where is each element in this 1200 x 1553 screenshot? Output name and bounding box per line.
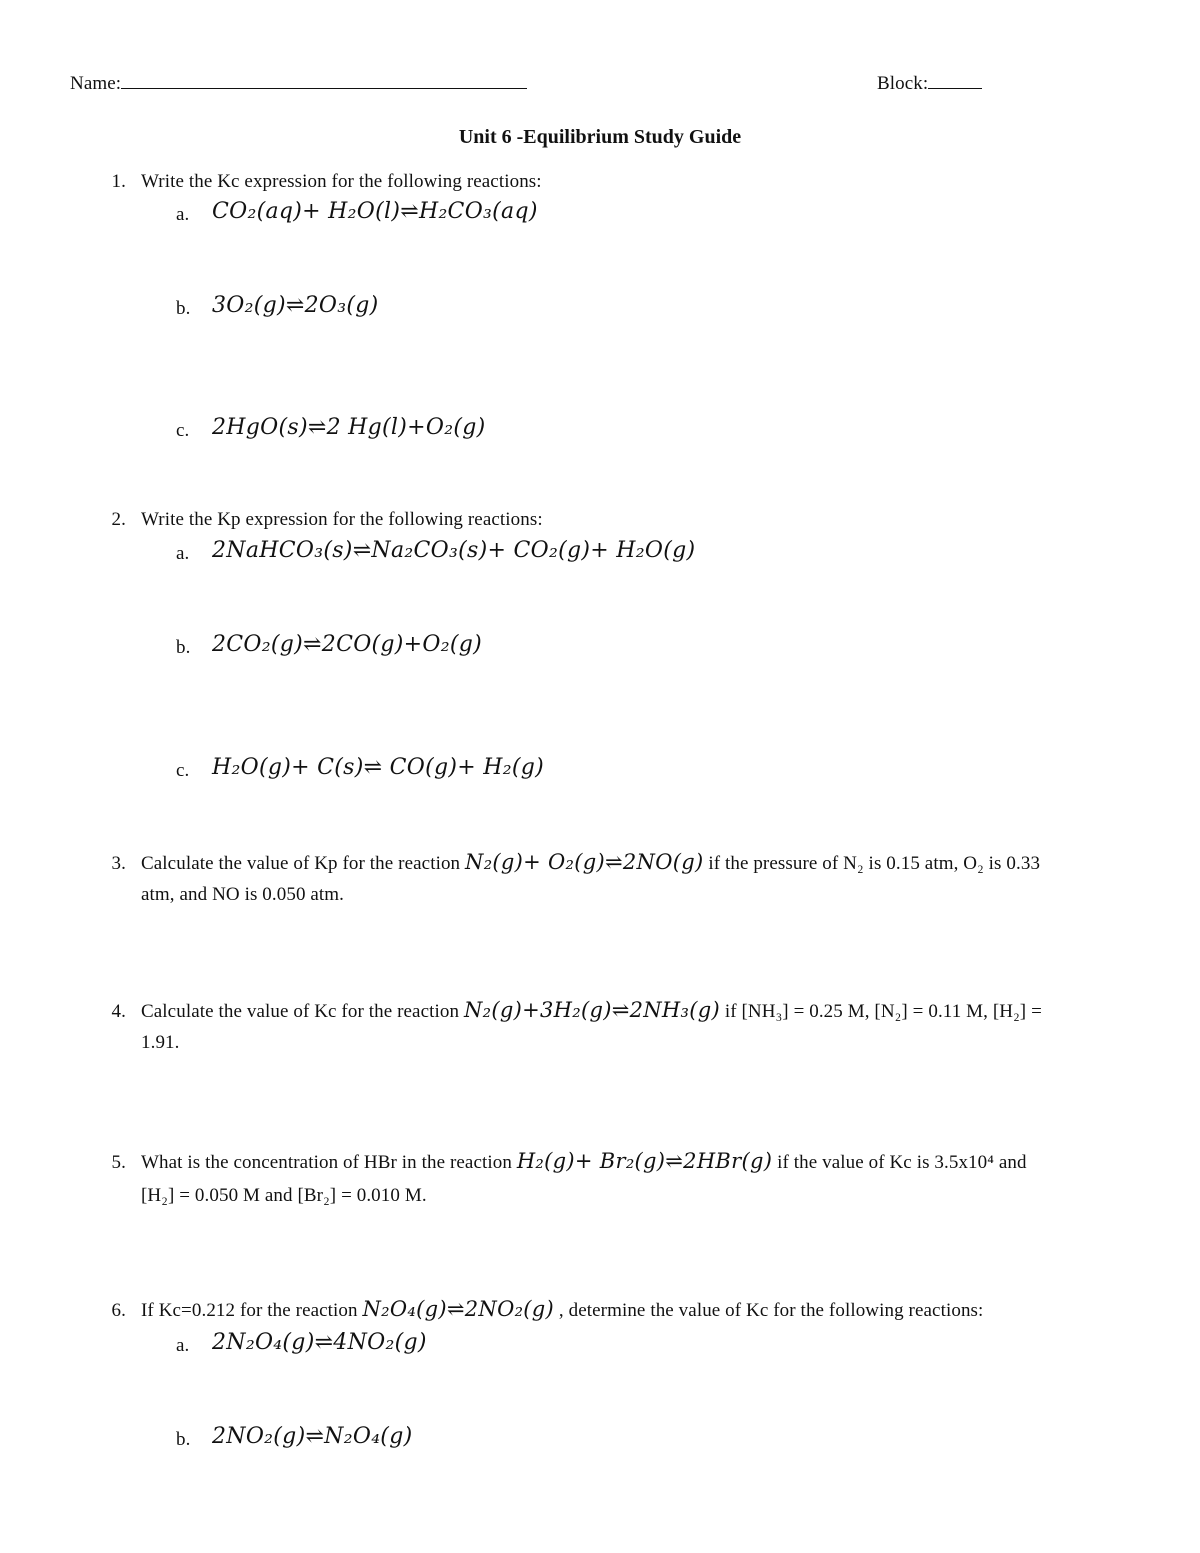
name-line [70, 73, 527, 95]
q2c-label: c. [176, 760, 190, 781]
q3-equation: N₂(g)+ O₂(g)⇌2NO(g) [465, 850, 704, 874]
q6-text-post: , determine the value of Kc for the following reactions: [558, 1300, 984, 1321]
block-label: Block: [877, 73, 929, 94]
q1c-label: c. [176, 420, 190, 441]
q1-prompt: Write the Kc expression for the following reactions: [141, 171, 542, 192]
q3-line2: atm, and NO is 0.050 atm. [141, 884, 345, 905]
q2a-equation: 2NaHCO₃(s)⇌Na₂CO₃(s)+ CO₂(g)+ H₂O(g) [212, 538, 696, 563]
q1c-equation: 2HgO(s)⇌2 Hg(l)+O₂(g) [212, 415, 486, 440]
q1b-equation: 3O₂(g)⇌2O₃(g) [212, 293, 379, 318]
q6a-label: a. [176, 1335, 190, 1356]
block-line [877, 73, 982, 95]
q4-text-post: if [NH₃] = 0.25 M, [N₂] = 0.11 M, [H₂] = [724, 1001, 1042, 1022]
page-title: Unit 6 -Equilibrium Study Guide [458, 126, 742, 148]
q3-line1 [141, 850, 1040, 875]
q4-line1 [141, 998, 1042, 1023]
q4-line2: 1.91. [141, 1032, 180, 1053]
q6b-equation: 2NO₂(g)⇌N₂O₄(g) [212, 1424, 413, 1449]
q2b-equation: 2CO₂(g)⇌2CO(g)+O₂(g) [212, 632, 483, 657]
q6-number: 6. [111, 1300, 126, 1321]
q5-text-post: if the value of Kc is 3.5x10⁴ and [777, 1152, 1027, 1173]
q6-line1 [141, 1297, 983, 1322]
q6b-label: b. [176, 1429, 191, 1450]
q4-equation: N₂(g)+3H₂(g)⇌2NH₃(g) [463, 998, 720, 1022]
q5-text-pre: What is the concentration of HBr in the reaction [141, 1152, 512, 1173]
q5-line2: [H₂] = 0.050 M and [Br₂] = 0.010 M. [141, 1185, 427, 1206]
q5-line1 [141, 1149, 1027, 1174]
q2-prompt: Write the Kp expression for the following reactions: [141, 509, 543, 530]
q5-equation: H₂(g)+ Br₂(g)⇌2HBr(g) [516, 1149, 773, 1173]
q5-number: 5. [111, 1152, 126, 1173]
q6a-equation: 2N₂O₄(g)⇌4NO₂(g) [212, 1330, 427, 1355]
q2c-equation: H₂O(g)+ C(s)⇌ CO(g)+ H₂(g) [212, 755, 545, 780]
q1a-label: a. [176, 204, 190, 225]
q6-text-pre: If Kc=0.212 for the reaction [141, 1300, 358, 1321]
q3-text-pre: Calculate the value of Kp for the reaction [141, 853, 461, 874]
q6-equation: N₂O₄(g)⇌2NO₂(g) [362, 1297, 555, 1321]
q4-number: 4. [111, 1001, 126, 1022]
q3-number: 3. [111, 853, 126, 874]
q1a-equation: CO₂(aq)+ H₂O(l)⇌H₂CO₃(aq) [212, 199, 538, 224]
q4-text-pre: Calculate the value of Kc for the reaction [141, 1001, 460, 1022]
q3-text-post: if the pressure of N₂ is 0.15 atm, O₂ is 0.33 [708, 853, 1041, 874]
q2-number: 2. [111, 509, 126, 530]
q1b-label: b. [176, 298, 191, 319]
block-blank[interactable] [928, 88, 982, 89]
q2b-label: b. [176, 637, 191, 658]
name-blank[interactable] [121, 88, 527, 89]
q1-number: 1. [111, 171, 126, 192]
name-label: Name: [70, 73, 122, 94]
q2a-label: a. [176, 543, 190, 564]
